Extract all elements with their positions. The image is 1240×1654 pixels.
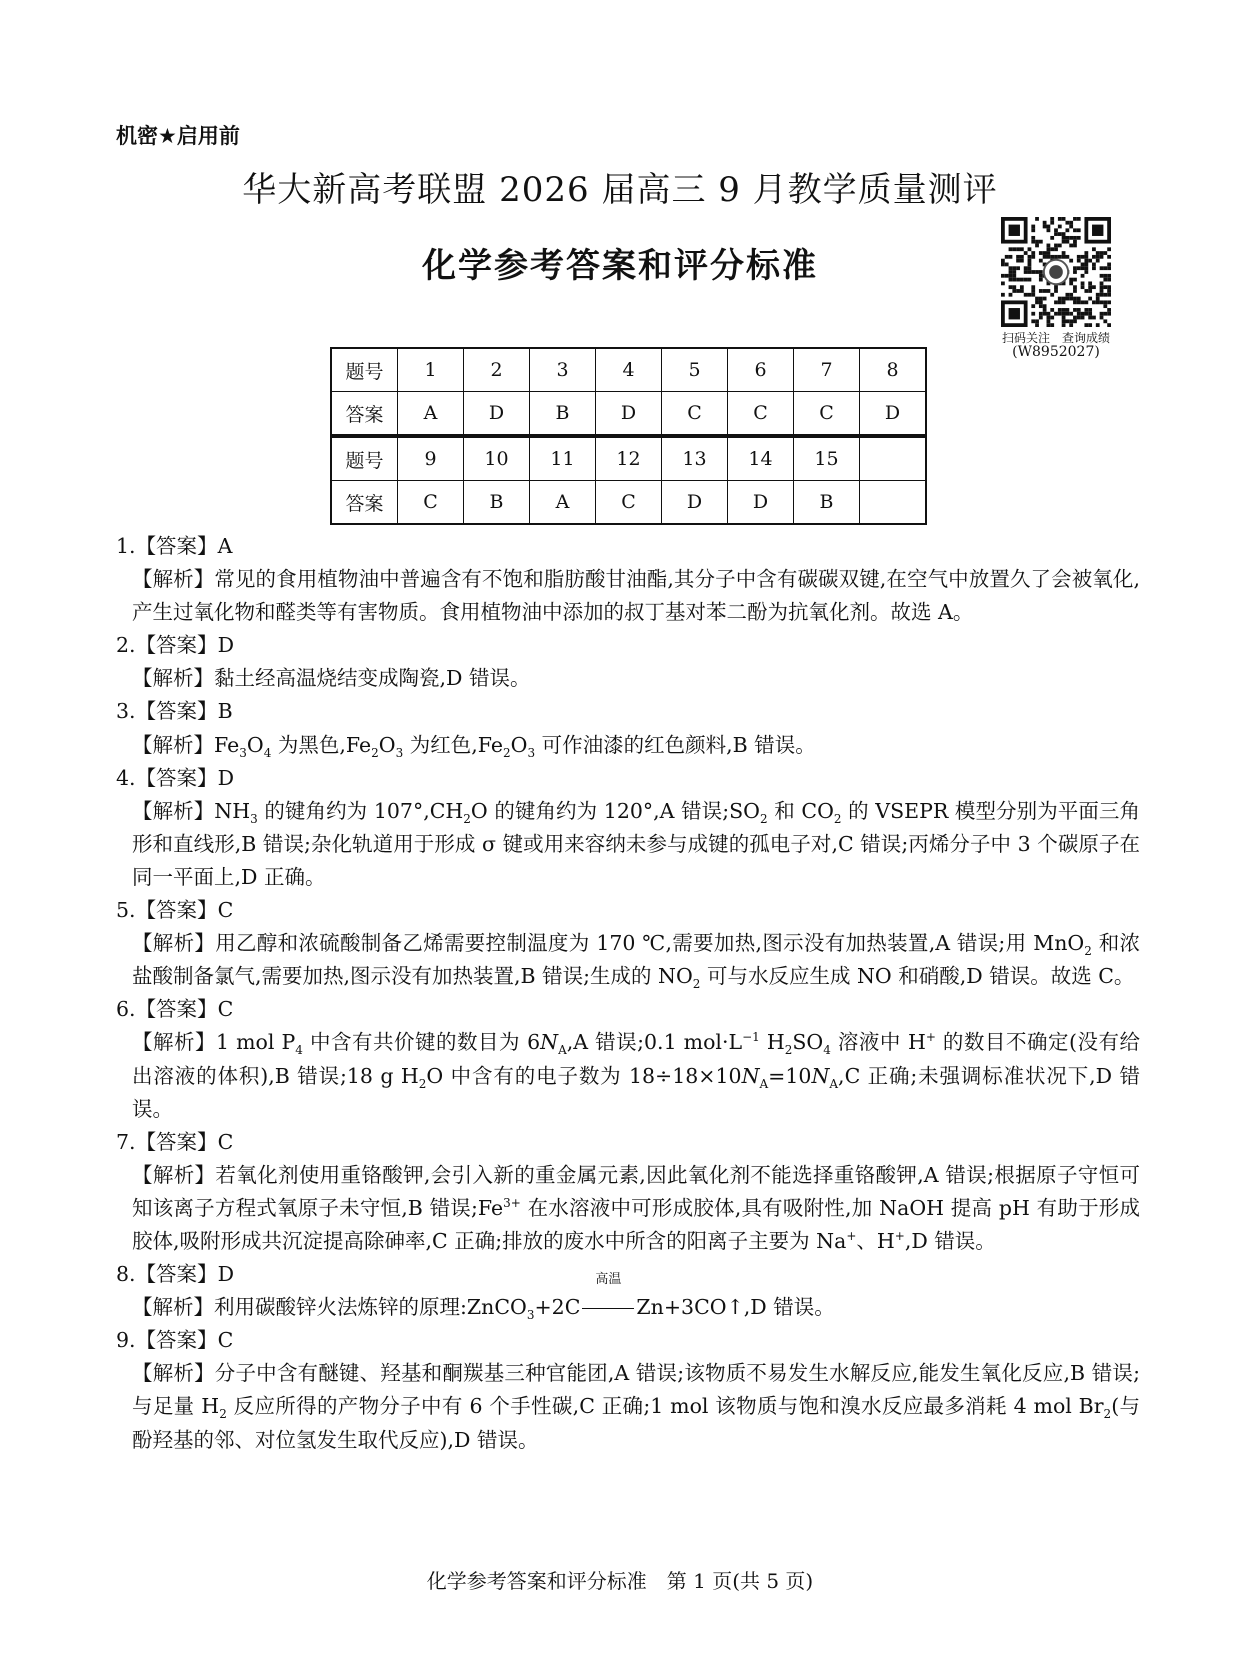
answer-table-1	[330, 347, 927, 436]
table-cell: A	[398, 392, 464, 436]
text-segment: =10	[768, 1063, 812, 1088]
answer-line	[116, 530, 1140, 563]
question-number: 4.	[116, 765, 136, 790]
text-segment: 中含有共价键的数目为 6	[302, 1030, 541, 1055]
subscript: 4	[263, 745, 272, 760]
subscript: 2	[1103, 1407, 1112, 1422]
answer-table-2	[330, 436, 927, 525]
row-label: 题号	[331, 348, 398, 392]
table-cell: 1	[398, 348, 464, 392]
table-cell: 5	[662, 348, 728, 392]
analysis-paragraph	[132, 795, 1140, 894]
table-cell: 15	[794, 437, 860, 481]
text-segment: Fe	[214, 732, 240, 757]
text-segment: 为黑色,Fe	[271, 732, 372, 757]
subscript: A	[829, 1076, 839, 1091]
table-row	[331, 481, 926, 525]
text-segment: 、H	[856, 1228, 895, 1253]
subscript: A	[558, 1043, 567, 1058]
text-segment: 和 CO	[767, 798, 834, 823]
text-segment: 1 mol P	[216, 1030, 296, 1055]
question-number: 2.	[116, 633, 136, 658]
analysis-paragraph	[132, 729, 1140, 762]
question-number: 5.	[116, 898, 136, 923]
italic-symbol: N	[540, 1030, 559, 1055]
table-cell: C	[794, 392, 860, 436]
subscript: 2	[371, 745, 379, 760]
analysis-label: 【解析】	[132, 1361, 215, 1386]
text-segment: 的键角约为 107°,CH	[257, 798, 464, 823]
table-cell: D	[728, 481, 794, 525]
qr-code-icon	[1000, 217, 1112, 327]
answer-line	[116, 993, 1140, 1026]
analysis-label: 【解析】	[132, 1295, 214, 1320]
subscript: 2	[1084, 944, 1092, 959]
table-cell: D	[596, 392, 662, 436]
table-row	[331, 348, 926, 392]
text-segment: 可作油漆的红色颜料,B 错误。	[535, 732, 816, 757]
text-segment: 反应所得的产物分子中有 6 个手性碳,C 正确;1 mol 该物质与饱和溴水反应最多消耗 4 mol Br	[226, 1394, 1104, 1419]
answer-line	[116, 629, 1140, 662]
answer-line	[116, 1126, 1140, 1159]
table-cell: C	[662, 392, 728, 436]
table-cell	[860, 481, 927, 525]
table-cell: 7	[794, 348, 860, 392]
table-cell: 3	[530, 348, 596, 392]
text-segment: NH	[214, 798, 251, 823]
answer-value: D	[217, 765, 234, 790]
text-segment: O	[510, 732, 528, 757]
superscript: +	[894, 1229, 905, 1244]
table-cell: B	[464, 481, 530, 525]
subscript: 2	[219, 1407, 227, 1422]
text-segment: 可与水反应生成 NO 和硝酸,D 错误。故选 C。	[700, 964, 1135, 989]
subscript: 2	[463, 811, 471, 826]
analysis-label: 【解析】	[132, 732, 214, 757]
subscript: 2	[418, 1076, 427, 1091]
text-segment: O	[378, 732, 396, 757]
text-segment: ,D 错误。	[904, 1228, 996, 1253]
table-cell: B	[530, 392, 596, 436]
subscript: 3	[395, 745, 404, 760]
superscript: 3+	[503, 1196, 521, 1211]
superscript: +	[925, 1030, 936, 1045]
table-cell: C	[398, 481, 464, 525]
question-number: 7.	[116, 1129, 136, 1154]
page-title: 化学参考答案和评分标准	[422, 246, 818, 286]
table-cell: D	[464, 392, 530, 436]
qr-id: (W8952027)	[1012, 344, 1100, 360]
text-segment: O 的键角约为 120°,A 错误;SO	[470, 798, 760, 823]
subscript: 2	[784, 1043, 793, 1058]
subscript: 2	[759, 811, 768, 826]
subscript: 3	[239, 745, 247, 760]
page-footer: 化学参考答案和评分标准 第 1 页(共 5 页)	[426, 1569, 814, 1593]
text-segment: ,A 错误;0.1 mol·L	[566, 1030, 743, 1055]
answer-line	[116, 894, 1140, 927]
text-segment: 分子中含有醚键、羟基和酮羰基三种官能团,A 错误;该物质不易发生水解反应,能发生氧化反应,B 错误;与足量 H	[132, 1361, 1141, 1419]
subscript: 2	[692, 977, 701, 992]
analysis-label: 【解析】	[132, 931, 216, 956]
superscript: +	[846, 1229, 857, 1244]
answer-explanations	[116, 530, 1140, 1457]
analysis-paragraph	[132, 1159, 1140, 1258]
table-cell: 8	[860, 348, 927, 392]
table-cell: 11	[530, 437, 596, 481]
arrow-line	[582, 1308, 634, 1309]
italic-symbol: N	[741, 1063, 760, 1088]
subscript: 2	[503, 745, 511, 760]
table-cell: D	[860, 392, 927, 436]
table-cell: 12	[596, 437, 662, 481]
question-number: 8.	[116, 1262, 136, 1287]
text-segment: 常见的食用植物油中普遍含有不饱和脂肪酸甘油酯,其分子中含有碳碳双键,在空气中放置久了会被氧化,产生过氧化物和醛类等有害物质。食用植物油中添加的叔丁基对苯二酚为抗氧化剂。故选 A。	[132, 567, 1141, 625]
analysis-label: 【解析】	[132, 1162, 216, 1187]
subscript: 4	[295, 1043, 303, 1058]
text-segment: 的数目不确定(没有给出溶液的体积),B 错误;18 g H	[132, 1030, 1140, 1088]
table-row	[331, 392, 926, 436]
row-label: 题号	[331, 437, 398, 481]
answer-label: 【答案】	[135, 765, 218, 790]
answer-label: 【答案】	[135, 1262, 218, 1287]
superscript: −1	[742, 1030, 760, 1045]
text-segment: (与酚羟基的邻、对位氢发生取代反应),D 错误。	[132, 1394, 1141, 1452]
answer-label: 【答案】	[135, 1129, 218, 1154]
table-cell: 14	[728, 437, 794, 481]
text-segment: 若氧化剂使用重铬酸钾,会引入新的重金属元素,因此氧化剂不能选择重铬酸钾,A 错误;根据原子守恒可知该离子方程式氧原子未守恒,B 错误;Fe	[132, 1162, 1140, 1220]
subscript: 3	[526, 1308, 535, 1323]
answer-value: B	[217, 699, 233, 724]
subscript: 4	[823, 1043, 831, 1058]
answer-label: 【答案】	[135, 633, 218, 658]
analysis-paragraph	[132, 1026, 1140, 1125]
qr-caption: 扫码关注 查询成绩	[1001, 331, 1110, 345]
table-cell: D	[662, 481, 728, 525]
analysis-paragraph	[132, 1357, 1140, 1456]
analysis-label: 【解析】	[132, 666, 214, 691]
analysis-paragraph	[132, 927, 1140, 993]
table-cell	[860, 437, 927, 481]
answer-value: C	[217, 898, 234, 923]
answer-value: A	[217, 534, 233, 558]
text-segment: Zn+3CO↑,D 错误。	[636, 1295, 835, 1320]
question-number: 1.	[116, 534, 136, 558]
table-cell: 2	[464, 348, 530, 392]
row-label: 答案	[331, 481, 398, 525]
answer-value: D	[217, 633, 234, 658]
text-segment: 和浓盐酸制备氯气,需要加热,图示没有加热装置,B 错误;生成的 NO	[132, 931, 1140, 989]
table-cell: 4	[596, 348, 662, 392]
answer-label: 【答案】	[135, 1328, 218, 1353]
table-cell: C	[728, 392, 794, 436]
reaction-arrow	[580, 1272, 636, 1324]
question-number: 6.	[116, 997, 136, 1022]
answer-value: C	[217, 997, 234, 1022]
table-cell: 6	[728, 348, 794, 392]
subscript: 3	[250, 811, 258, 826]
answer-value: D	[217, 1262, 234, 1287]
text-segment: 利用碳酸锌火法炼锌的原理:ZnCO	[214, 1295, 527, 1320]
answer-value: C	[217, 1129, 234, 1154]
text-segment: 的 VSEPR 模型分别为平面三角形和直线形,B 错误;杂化轨道用于形成 σ 键或用来容纳未参与成键的孤电子对,C 错误;丙烯分子中 3 个碳原子在同一平面上,D 正确。	[132, 798, 1140, 889]
answer-label: 【答案】	[135, 534, 218, 558]
text-segment: O	[246, 732, 264, 757]
subscript: 3	[527, 745, 536, 760]
text-segment: 黏土经高温烧结变成陶瓷,D 错误。	[214, 666, 531, 691]
italic-symbol: N	[811, 1063, 830, 1088]
table-cell: A	[530, 481, 596, 525]
text-segment: 溶液中 H	[830, 1030, 926, 1055]
text-segment: O 中含有的电子数为 18÷18×10	[426, 1063, 742, 1088]
confidential-label: 机密★启用前	[116, 124, 240, 148]
answer-line	[116, 695, 1140, 728]
row-label: 答案	[331, 392, 398, 436]
answer-line	[116, 1324, 1140, 1357]
table-cell: 9	[398, 437, 464, 481]
analysis-paragraph	[132, 563, 1140, 629]
text-segment: H	[759, 1030, 785, 1055]
table-cell: B	[794, 481, 860, 525]
text-segment: ,C 正确;未强调标准状况下,D 错误。	[132, 1063, 1140, 1121]
answer-line	[116, 762, 1140, 795]
analysis-label: 【解析】	[132, 567, 215, 592]
analysis-label: 【解析】	[132, 798, 215, 823]
reaction-condition: 高温	[595, 1272, 622, 1288]
table-cell: C	[596, 481, 662, 525]
text-segment: SO	[792, 1030, 824, 1055]
answer-label: 【答案】	[135, 699, 218, 724]
question-number: 9.	[116, 1328, 136, 1353]
text-segment: +2C	[534, 1295, 581, 1320]
exam-title: 华大新高考联盟 2026 届高三 9 月教学质量测评	[242, 170, 998, 210]
subscript: A	[759, 1076, 769, 1091]
answer-label: 【答案】	[135, 898, 218, 923]
text-segment: 在水溶液中可形成胶体,具有吸附性,加 NaOH 提高 pH 有助于形成胶体,吸附形成共沉淀提高除砷率,C 正确;排放的废水中所含的阳离子主要为 Na	[132, 1195, 1140, 1253]
analysis-paragraph	[132, 662, 1140, 695]
table-cell: 13	[662, 437, 728, 481]
table-row	[331, 437, 926, 481]
text-segment: 用乙醇和浓硫酸制备乙烯需要控制温度为 170 ℃,需要加热,图示没有加热装置,A 错误;用 MnO	[215, 931, 1085, 956]
analysis-label: 【解析】	[132, 1030, 217, 1055]
text-segment: 为红色,Fe	[403, 732, 503, 757]
answer-value: C	[217, 1328, 234, 1353]
subscript: 2	[833, 811, 842, 826]
table-cell: 10	[464, 437, 530, 481]
answer-label: 【答案】	[135, 997, 218, 1022]
question-number: 3.	[116, 699, 136, 724]
